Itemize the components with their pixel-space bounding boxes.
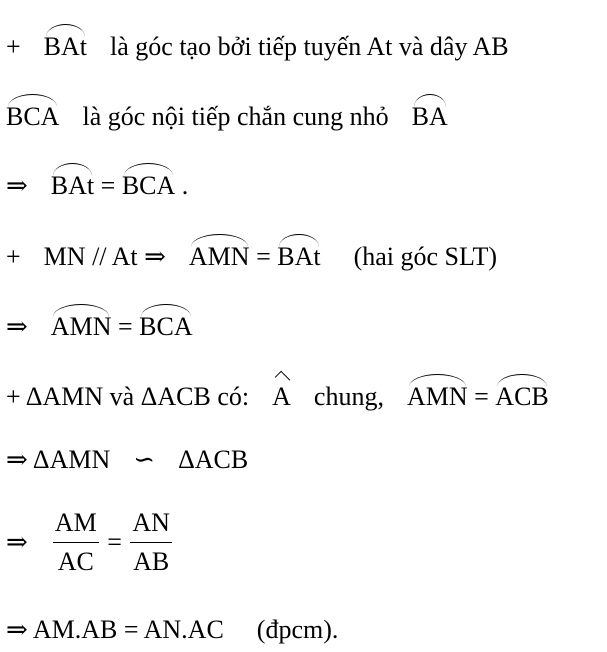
angle-bca: BCA (122, 167, 175, 201)
line-3 (6, 167, 188, 201)
angle-amn: AMN (189, 238, 250, 272)
implies-symbol: ⇒ (6, 527, 28, 557)
fraction-am-ac (53, 508, 99, 577)
triangles-statement: ΔAMN và ΔACB có: (25, 382, 250, 411)
implies-symbol: ⇒ (6, 445, 28, 474)
similar-symbol: ∽ (133, 445, 156, 474)
implies-symbol: ⇒ (6, 312, 28, 341)
fraction-an-ab (130, 508, 172, 577)
equals-sign: = (474, 382, 489, 411)
line-1-text: là góc tạo bởi tiếp tuyến At và dây AB (110, 32, 509, 61)
line-9 (6, 615, 338, 645)
numerator-am: AM (53, 508, 99, 543)
equals-sign: = (256, 242, 271, 271)
angle-amn: AMN (51, 308, 112, 342)
line-5 (6, 308, 193, 342)
implies-symbol: ⇒ (144, 242, 166, 271)
common-word: chung, (313, 382, 384, 411)
plus-sign: + (6, 242, 21, 271)
angle-bat: BAt (51, 167, 94, 201)
line-8 (6, 508, 174, 577)
implies-symbol: ⇒ (6, 615, 28, 644)
numerator-an: AN (130, 508, 172, 543)
plus-sign: + (6, 382, 21, 411)
triangle-amn: ΔAMN (32, 445, 111, 474)
denominator-ab: AB (133, 547, 170, 576)
angle-amn: AMN (407, 378, 468, 412)
angle-bat: BAt (44, 28, 87, 62)
angle-bat: BAt (277, 238, 320, 272)
angle-bca: BCA (6, 98, 59, 132)
angle-a: A (272, 382, 291, 411)
line-6 (6, 378, 549, 412)
line-4 (6, 238, 497, 272)
conclusion: AM.AB = AN.AC (32, 615, 224, 644)
triangle-acb: ΔACB (178, 445, 249, 474)
note-slt: (hai góc SLT) (353, 242, 498, 271)
equals-sign: = (100, 171, 116, 200)
period: . (181, 171, 189, 200)
equals-sign: = (117, 312, 133, 341)
line-1 (6, 28, 509, 62)
plus-sign: + (6, 32, 21, 61)
arc-ba: BA (412, 98, 448, 132)
angle-acb: ACB (495, 378, 548, 412)
line-2-text: là góc nội tiếp chắn cung nhỏ (82, 102, 389, 131)
implies-symbol: ⇒ (6, 171, 28, 200)
parallel-statement: MN // At (43, 242, 138, 271)
angle-bca: BCA (139, 308, 192, 342)
equals-sign: = (107, 527, 122, 557)
line-7 (6, 445, 248, 475)
line-2 (6, 98, 448, 132)
denominator-ac: AC (57, 547, 94, 576)
qed-note: (đpcm). (256, 615, 339, 644)
